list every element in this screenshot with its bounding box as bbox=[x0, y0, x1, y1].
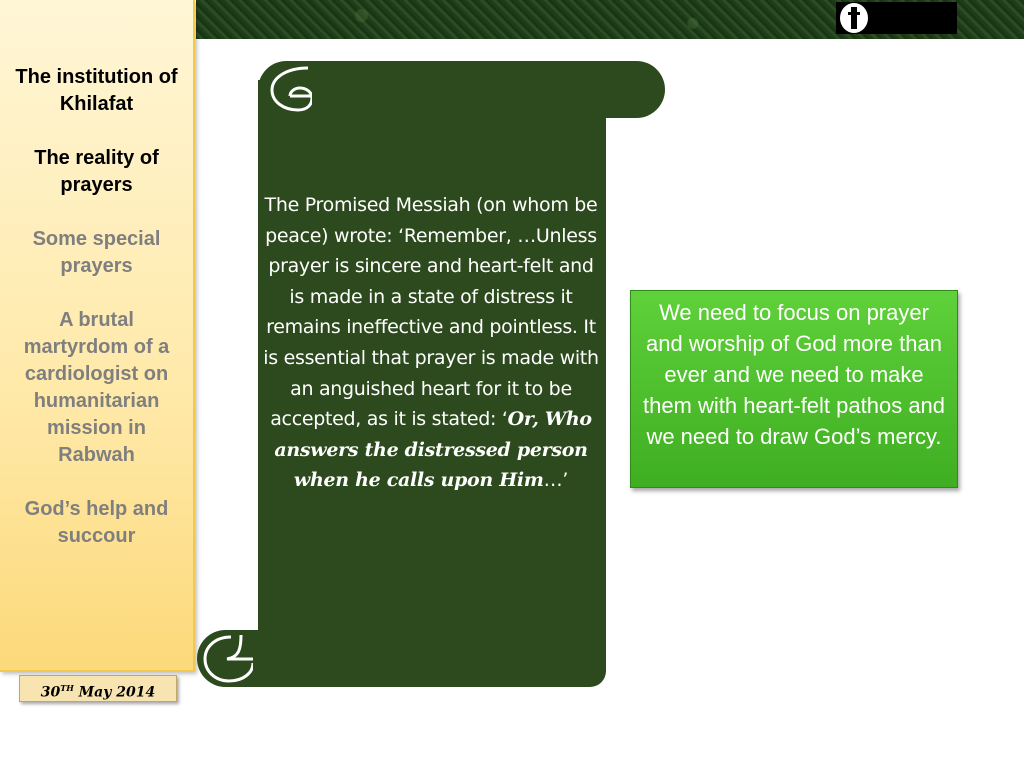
scroll-text-plain: The Promised Messiah (on whom be peace) wrote: ‘Remember, …Unless prayer is sincere and heart-felt and is made in a state of distress it remains ineffective and pointless. It is essential that prayer is made with an anguished heart for it to be accepted, as it is stated: ‘ bbox=[263, 194, 599, 431]
date-day: 30 bbox=[40, 684, 61, 701]
scroll-quote-text bbox=[262, 190, 600, 496]
sidebar-item-institution-of-khilafat[interactable]: The institution of Khilafat bbox=[15, 66, 178, 115]
sidebar-item-brutal-martyrdom[interactable]: A brutal martyrdom of a cardiologist on humanitarian mission in Rabwah bbox=[23, 309, 170, 466]
sidebar-nav bbox=[0, 0, 195, 672]
scroll-text-quote: Or, Who answers the distressed person when he calls upon Him bbox=[274, 408, 592, 492]
minaret-icon bbox=[840, 3, 868, 33]
date-suffix: TH bbox=[60, 683, 74, 693]
sidebar-item-reality-of-prayers[interactable]: The reality of prayers bbox=[34, 147, 159, 196]
logo bbox=[836, 2, 957, 34]
sidebar-item-gods-help[interactable]: God’s help and succour bbox=[24, 498, 169, 547]
callout-box: We need to focus on prayer and worship of God more than ever and we need to make them with heart-felt pathos and we need to draw God’s mercy. bbox=[630, 290, 958, 488]
scroll-top-roll bbox=[258, 61, 665, 118]
date-badge bbox=[19, 675, 177, 702]
sidebar-item-special-prayers[interactable]: Some special prayers bbox=[32, 228, 161, 277]
scroll-curl-top-icon bbox=[268, 64, 312, 114]
scroll-text-end: …’ bbox=[543, 469, 569, 492]
scroll-curl-bottom-icon bbox=[203, 633, 253, 683]
date-month-year: May 2014 bbox=[73, 684, 156, 701]
